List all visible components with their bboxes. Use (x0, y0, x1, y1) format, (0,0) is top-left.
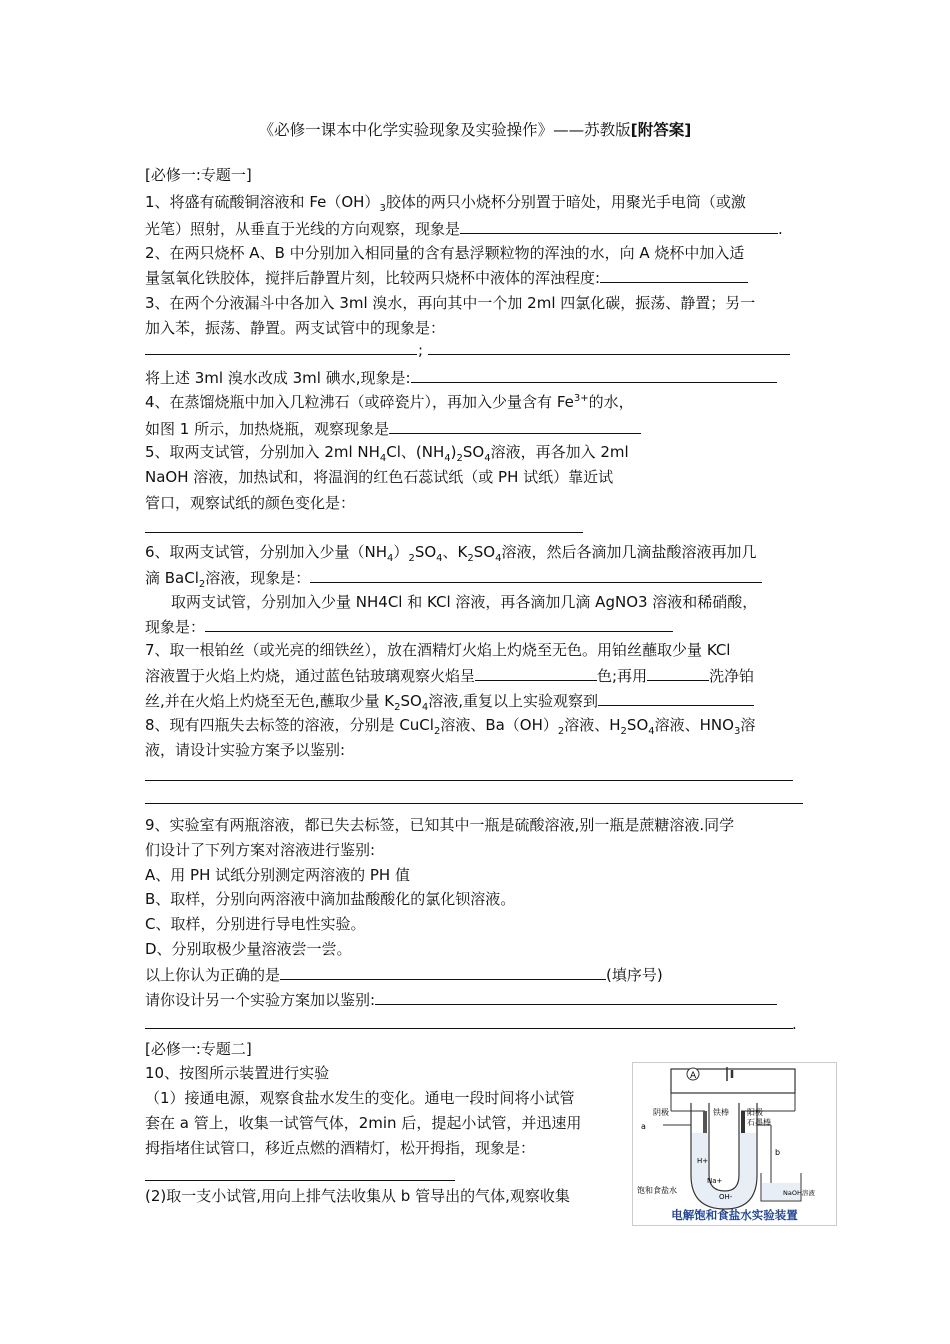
port-b-label: b (775, 1148, 781, 1157)
electrolysis-diagram (633, 1063, 836, 1225)
anode-label: 阳极 (747, 1108, 763, 1117)
hydrogen-ion-label: H+ (697, 1157, 709, 1165)
question-1-line-2: 光笔）照射，从垂直于光线的方向观察，现象是 . (145, 220, 783, 238)
port-a-label: a (641, 1122, 646, 1131)
answer-blank[interactable] (310, 567, 762, 583)
question-5-line-1: 5、取两支试管，分别加入 2ml $NH_4Cl$、$(NH_4)_2SO_4$溶液，再各加入 2ml (145, 443, 629, 464)
question-7-line-2: 溶液置于火焰上灼烧，通过蓝色钴玻璃观察火焰呈 色;再用 洗净铂 (145, 667, 755, 685)
period: . (792, 1015, 797, 1033)
question-3-line-2: 加入苯，振荡、静置。两支试管中的现象是： (145, 319, 446, 337)
answer-blank[interactable] (280, 964, 606, 980)
ammeter-label: A (690, 1071, 697, 1081)
separator: ; (418, 341, 424, 359)
answer-blank[interactable] (647, 665, 709, 681)
answer-blank[interactable] (600, 267, 748, 283)
answer-blank[interactable] (145, 1028, 793, 1029)
question-4-line-2: 如图 1 所示，加热烧瓶，观察现象是 (145, 418, 641, 439)
question-2-line-2: 量氢氧化铁胶体，搅拌后静置片刻，比较两只烧杯中液体的浑浊程度: (145, 267, 748, 288)
question-8-line-1: 8、现有四瓶失去标签的溶液，分别是 CuCl$_2$溶液、$Ba(OH)_2$溶液、$H_2SO_4$溶液、$HNO_3$溶 (145, 716, 756, 737)
question-10-line-3: 套在 a 管上，收集一试管气体，2min 后，提起小试管，并迅速用 (145, 1114, 582, 1132)
question-7-line-1: 7、取一根铂丝（或光亮的细铁丝），放在酒精灯火焰上灼烧至无色。用铂丝蘸取少量 KCl (145, 641, 731, 659)
hydroxide-ion-label: OH- (719, 1193, 733, 1201)
naoh-solution-label: NaOH溶液 (783, 1189, 815, 1197)
question-6-line-3: 取两支试管，分别加入少量 NH4Cl 和 KCl 溶液，再各滴加几滴 AgNO3 溶液和稀硝酸， (171, 593, 758, 611)
question-9-option-c: C、取样，分别进行导电性实验。 (145, 915, 366, 933)
iron-rod-label: 铁棒 (713, 1108, 729, 1117)
figure-caption: 电解饱和食盐水实验装置 (671, 1208, 798, 1222)
answer-blank[interactable] (145, 1180, 455, 1181)
document-title: 《必修一课本中化学实验现象及实验操作》——苏教版[附答案] (258, 121, 692, 139)
brine-label: 饱和食盐水 (637, 1186, 677, 1195)
section-heading: [必修一:专题二] (145, 1040, 252, 1058)
question-1-line-1: 1、将盛有硫酸铜溶液和 $Fe(OH)_3$胶体的两只小烧杯分别置于暗处，用聚光手电筒（或激 (145, 193, 746, 214)
question-10-line-1: 10、按图所示装置进行实验 (145, 1064, 330, 1082)
answer-blank[interactable] (411, 367, 777, 383)
question-3-line-4: 将上述 3ml 溴水改成 3ml 碘水,现象是: (145, 367, 777, 388)
question-7-line-3: 丝,并在火焰上灼烧至无色,蘸取少量 $K_2SO_4$溶液,重复以上实验观察到 (145, 690, 754, 711)
question-10-line-4: 拇指堵住试管口，移近点燃的酒精灯，松开拇指，现象是： (145, 1139, 536, 1157)
graphite-rod-label: 石墨棒 (747, 1118, 771, 1127)
question-9-line-2: 们设计了下列方案对溶液进行鉴别: (145, 841, 376, 859)
answer-blank[interactable] (428, 354, 790, 355)
question-5-line-2: NaOH 溶液，加热试和，将温润的红色石蕊试纸（或 PH 试纸）靠近试 (145, 468, 614, 486)
answer-blank[interactable] (205, 616, 673, 632)
answer-blank[interactable] (475, 665, 597, 681)
question-10-line-2: （1）接通电源，观察食盐水发生的变化。通电一段时间将小试管 (145, 1089, 575, 1107)
question-9-option-a: A、用 PH 试纸分别测定两溶液的 PH 值 (145, 866, 410, 884)
question-3-line-1: 3、在两个分液漏斗中各加入 3ml 溴水，再向其中一个加 2ml 四氯化碳，振荡、静置；另一 (145, 294, 756, 312)
question-6-line-2: 滴 BaCl$_2$溶液，现象是： (145, 567, 762, 588)
cathode-label: 阴极 (653, 1108, 669, 1117)
answer-blank[interactable] (375, 989, 777, 1005)
question-10-line-5: (2)取一支小试管,用向上排气法收集从 b 管导出的气体,观察收集 (145, 1187, 570, 1205)
question-8-line-2: 液，请设计实验方案予以鉴别: (145, 741, 346, 759)
answer-blank[interactable] (145, 780, 793, 781)
section-heading: [必修一:专题一] (145, 166, 252, 184)
answer-blank[interactable] (145, 803, 803, 804)
question-9-line-8: 请你设计另一个实验方案加以鉴别: (145, 989, 777, 1010)
answer-blank[interactable] (389, 418, 641, 434)
question-5-line-3: 管口，观察试纸的颜色变化是： (145, 494, 356, 512)
sodium-ion-label: Na+ (707, 1177, 723, 1185)
question-9-option-b: B、取样，分别向两溶液中滴加盐酸酸化的氯化钡溶液。 (145, 890, 516, 908)
answer-blank[interactable] (598, 690, 754, 706)
question-9-option-d: D、分别取极少量溶液尝一尝。 (145, 940, 352, 958)
answer-blank[interactable] (145, 532, 583, 533)
answer-blank[interactable] (145, 354, 417, 355)
question-2-line-1: 2、在两只烧杯 A、B 中分别加入相同量的含有悬浮颗粒物的浑浊的水，向 A 烧杯中加入适 (145, 244, 745, 262)
electrolysis-apparatus-figure (632, 1062, 837, 1226)
question-9-line-7: 以上你认为正确的是 (填序号) (145, 966, 663, 984)
question-6-line-1: 6、取两支试管，分别加入少量$(NH_4)_2SO_4$、$K_2SO_4$溶液，然后各滴加几滴盐酸溶液再加几 (145, 543, 757, 564)
question-4-line-1: 4、在蒸馏烧瓶中加入几粒沸石（或碎瓷片），再加入少量含有 $Fe^{3+}$的水， (145, 393, 634, 411)
question-6-line-4: 现象是： (145, 616, 673, 637)
question-9-line-1: 9、实验室有两瓶溶液，都已失去标签，已知其中一瓶是硫酸溶液,别一瓶是蔗糖溶液.同学 (145, 816, 735, 834)
answer-blank[interactable] (460, 218, 778, 234)
